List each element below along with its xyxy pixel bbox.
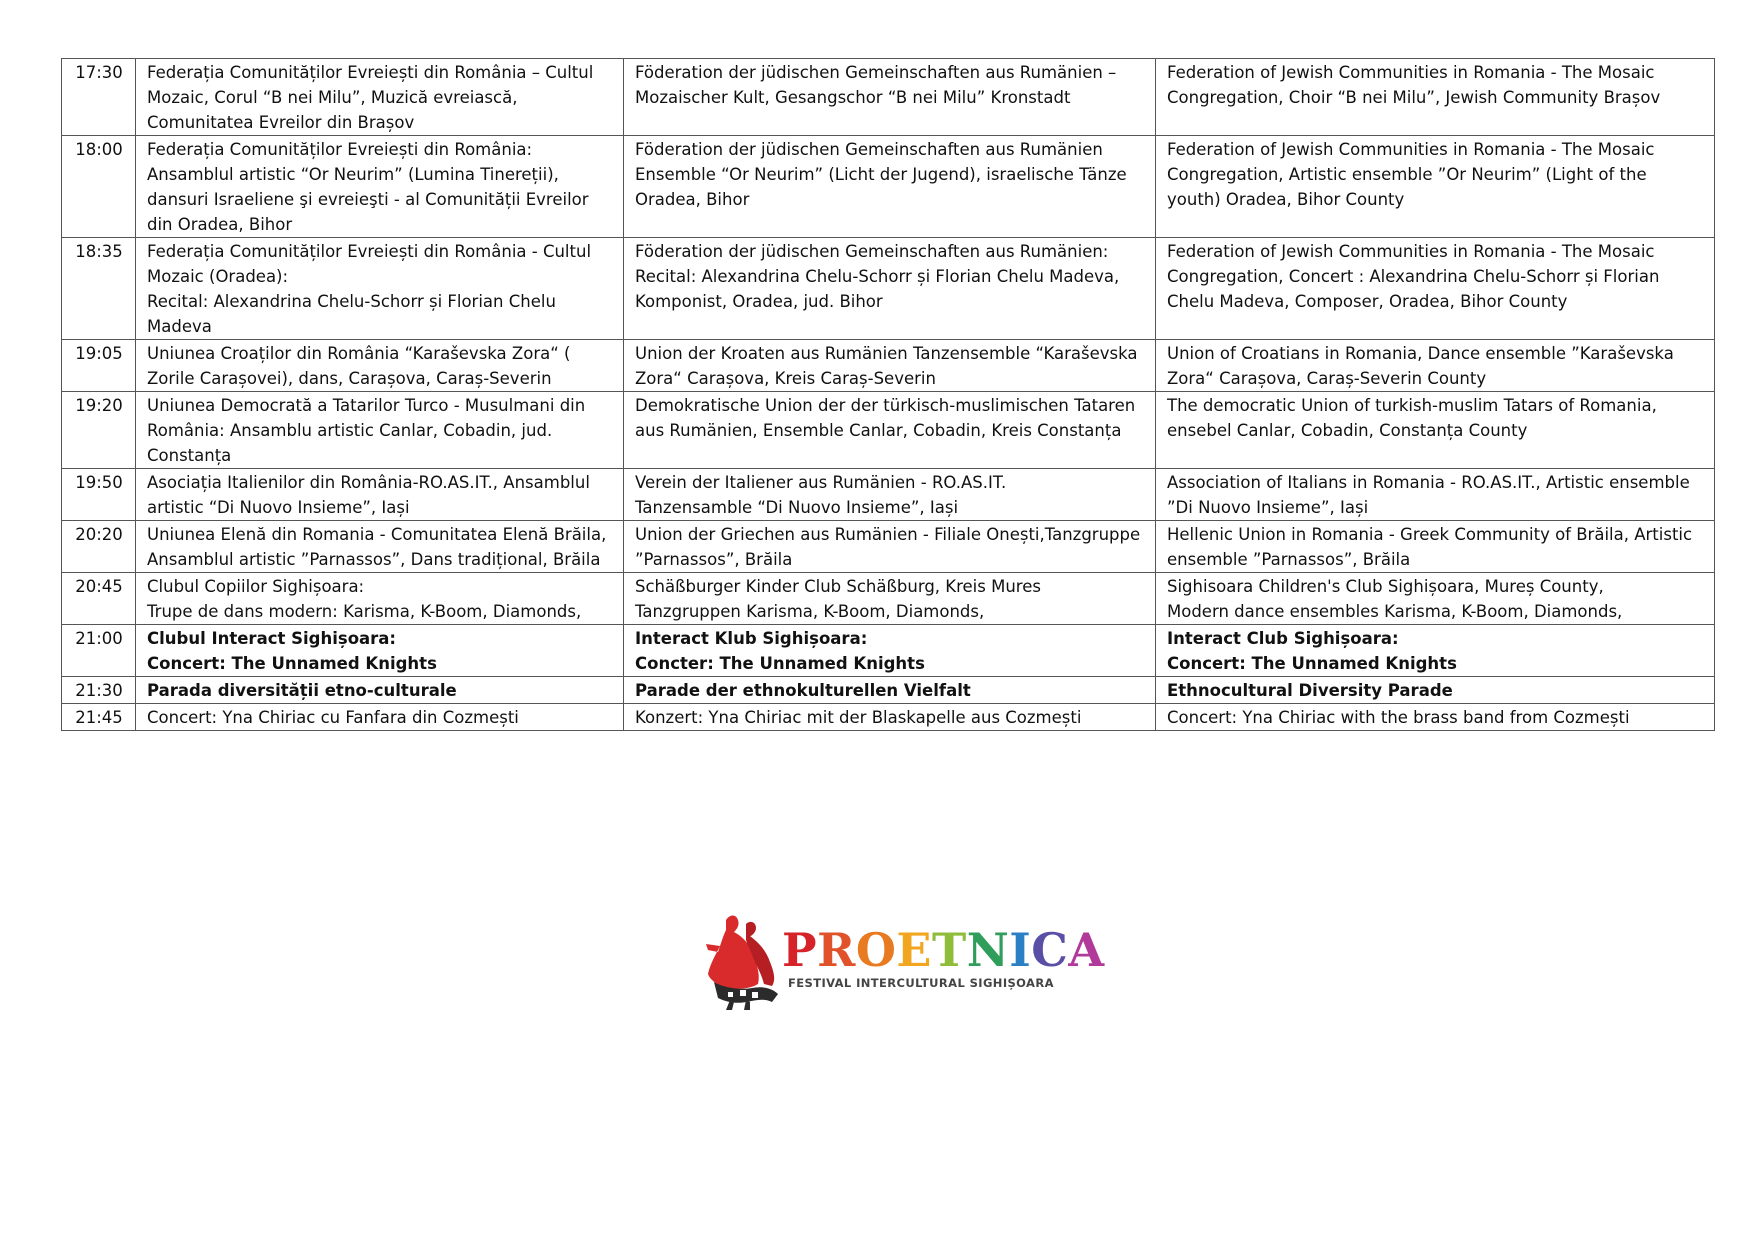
description-en-cell: [1156, 625, 1715, 677]
description-line: Clubul Copiilor Sighișoara:: [147, 577, 365, 596]
schedule-row: [62, 238, 1715, 340]
logo-letter: T: [931, 923, 967, 977]
description-de-cell: [624, 625, 1156, 677]
description-line: Modern dance ensembles Karisma, K-Boom, Diamonds,: [1167, 602, 1623, 621]
description-line: Union der Kroaten aus Rumänien Tanzensemble “Karaševska Zora“ Carașova, Kreis Caraș-Severin: [635, 344, 1138, 388]
logo-letter: O: [855, 923, 897, 977]
description-line: Federation of Jewish Communities in Romania - The Mosaic Congregation, Artistic ensemble ”Or Neurim” (Light of the youth) Oradea, Bihor County: [1167, 140, 1655, 209]
logo-letter: P: [782, 923, 818, 977]
description-line: Tanzensamble “Di Nuovo Insieme”, Iași: [635, 498, 959, 517]
schedule-row: [62, 59, 1715, 136]
description-en-cell: [1156, 469, 1715, 521]
description-ro-cell: [136, 340, 624, 392]
description-line: Parade der ethnokulturellen Vielfalt: [635, 681, 971, 700]
description-en-cell: [1156, 704, 1715, 731]
description-line: Konzert: Yna Chiriac mit der Blaskapelle aus Cozmești: [635, 708, 1082, 727]
description-ro-cell: [136, 677, 624, 704]
description-line: Concert: Yna Chiriac with the brass band from Cozmești: [1167, 708, 1630, 727]
description-ro-cell: [136, 59, 624, 136]
description-line: Concert: The Unnamed Knights: [1167, 654, 1457, 673]
logo-letter: C: [1031, 923, 1069, 977]
time-cell: 18:00: [62, 136, 136, 238]
description-line: Recital: Alexandrina Chelu-Schorr și Florian Chelu Madeva: [147, 292, 556, 336]
description-de-cell: [624, 59, 1156, 136]
description-line: Federația Comunităților Evreiești din România: Ansamblul artistic “Or Neurim” (Lumina Tinereții), dansuri Israeliene şi evreieşti - al Comunității Evreilor din Oradea, Bihor: [147, 140, 589, 234]
description-de-cell: [624, 340, 1156, 392]
time-cell: 17:30: [62, 59, 136, 136]
description-line: Interact Klub Sighișoara:: [635, 629, 868, 648]
description-line: Asociația Italienilor din România-RO.AS.IT., Ansamblul artistic “Di Nuovo Insieme”, Iași: [147, 473, 590, 517]
description-ro-cell: [136, 521, 624, 573]
description-ro-cell: [136, 392, 624, 469]
description-line: Hellenic Union in Romania - Greek Community of Brăila, Artistic ensemble ”Parnassos”, Brăila: [1167, 525, 1693, 569]
description-ro-cell: [136, 704, 624, 731]
description-line: Sighisoara Children's Club Sighișoara, Mureș County,: [1167, 577, 1604, 596]
description-line: Union der Griechen aus Rumänien - Filiale Onești,Tanzgruppe ”Parnassos”, Brăila: [635, 525, 1141, 569]
description-line: Uniunea Croaților din România “Karaševska Zora“ ( Zorile Carașovei), dans, Carașova, Caraș-Severin: [147, 344, 571, 388]
description-line: The democratic Union of turkish-muslim Tatars of Romania, ensebel Canlar, Cobadin, Constanța County: [1167, 396, 1657, 440]
description-ro-cell: [136, 573, 624, 625]
description-line: Federația Comunităților Evreiești din România - Cultul Mozaic (Oradea):: [147, 242, 592, 286]
dancers-silhouette-icon: [700, 910, 784, 1010]
description-de-cell: [624, 704, 1156, 731]
logo-letter: R: [817, 923, 856, 977]
description-line: Association of Italians in Romania - RO.AS.IT., Artistic ensemble ”Di Nuovo Insieme”, Iași: [1167, 473, 1690, 517]
description-de-cell: [624, 521, 1156, 573]
description-en-cell: [1156, 340, 1715, 392]
description-line: Federation of Jewish Communities in Romania - The Mosaic Congregation, Choir “B nei Milu”, Jewish Community Brașov: [1167, 63, 1661, 107]
schedule-row: [62, 392, 1715, 469]
description-line: Federația Comunităților Evreiești din România – Cultul Mozaic, Corul “B nei Milu”, Muzică evreiască, Comunitatea Evreilor din Brașov: [147, 63, 594, 132]
proetnica-logo: [700, 910, 1105, 1010]
schedule-row: [62, 136, 1715, 238]
description-line: Föderation der jüdischen Gemeinschaften aus Rumänien: Recital: Alexandrina Chelu-Schorr și Florian Chelu Madeva, Komponist, Oradea, jud. Bihor: [635, 242, 1120, 311]
logo-letter: N: [966, 923, 1010, 977]
description-line: Trupe de dans modern: Karisma, K-Boom, Diamonds,: [147, 602, 582, 621]
schedule-body: [62, 59, 1715, 731]
description-ro-cell: [136, 136, 624, 238]
description-de-cell: [624, 136, 1156, 238]
description-line: Uniunea Elenă din Romania - Comunitatea Elenă Brăila, Ansamblul artistic ”Parnassos”, Dans tradițional, Brăila: [147, 525, 607, 569]
description-ro-cell: [136, 625, 624, 677]
time-cell: 19:05: [62, 340, 136, 392]
logo-wordmark: [782, 923, 1105, 977]
description-line: Interact Club Sighișoara:: [1167, 629, 1399, 648]
description-de-cell: [624, 392, 1156, 469]
description-line: Tanzgruppen Karisma, K-Boom, Diamonds,: [635, 602, 985, 621]
description-line: Concert: Yna Chiriac cu Fanfara din Cozmești: [147, 708, 519, 727]
description-line: Ethnocultural Diversity Parade: [1167, 681, 1453, 700]
description-line: Verein der Italiener aus Rumänien - RO.AS.IT.: [635, 473, 1007, 492]
schedule-row: [62, 704, 1715, 731]
logo-letter: A: [1068, 923, 1105, 977]
description-en-cell: [1156, 238, 1715, 340]
description-line: Föderation der jüdischen Gemeinschaften aus Rumänien – Mozaischer Kult, Gesangschor “B nei Milu” Kronstadt: [635, 63, 1117, 107]
description-en-cell: [1156, 392, 1715, 469]
schedule-row: [62, 469, 1715, 521]
description-line: Schäßburger Kinder Club Schäßburg, Kreis Mures: [635, 577, 1041, 596]
description-en-cell: [1156, 521, 1715, 573]
description-line: Federation of Jewish Communities in Romania - The Mosaic Congregation, Concert : Alexandrina Chelu-Schorr și Florian Chelu Madeva, Composer, Oradea, Bihor County: [1167, 242, 1660, 311]
logo-letter: I: [1009, 923, 1032, 977]
description-line: Uniunea Democrată a Tatarilor Turco - Musulmani din România: Ansamblu artistic Canlar, Cobadin, jud. Constanța: [147, 396, 586, 465]
description-line: Concter: The Unnamed Knights: [635, 654, 925, 673]
logo-subtitle: FESTIVAL INTERCULTURAL SIGHIȘOARA: [788, 976, 1054, 990]
time-cell: 21:00: [62, 625, 136, 677]
schedule-table: [61, 58, 1715, 731]
description-en-cell: [1156, 136, 1715, 238]
time-cell: 21:30: [62, 677, 136, 704]
time-cell: 19:50: [62, 469, 136, 521]
description-ro-cell: [136, 469, 624, 521]
time-cell: 21:45: [62, 704, 136, 731]
description-de-cell: [624, 238, 1156, 340]
description-ro-cell: [136, 238, 624, 340]
time-cell: 20:20: [62, 521, 136, 573]
time-cell: 18:35: [62, 238, 136, 340]
description-de-cell: [624, 573, 1156, 625]
description-en-cell: [1156, 59, 1715, 136]
description-line: Föderation der jüdischen Gemeinschaften aus Rumänien Ensemble “Or Neurim” (Licht der Jugend), israelische Tänze Oradea, Bihor: [635, 140, 1127, 209]
schedule-row: [62, 521, 1715, 573]
description-en-cell: [1156, 677, 1715, 704]
time-cell: 20:45: [62, 573, 136, 625]
schedule-row: [62, 677, 1715, 704]
description-en-cell: [1156, 573, 1715, 625]
description-de-cell: [624, 469, 1156, 521]
schedule-row: [62, 340, 1715, 392]
description-line: Union of Croatians in Romania, Dance ensemble ”Karaševska Zora“ Carașova, Caraș-Severin County: [1167, 344, 1674, 388]
description-line: Concert: The Unnamed Knights: [147, 654, 437, 673]
description-de-cell: [624, 677, 1156, 704]
schedule-row: [62, 573, 1715, 625]
description-line: Parada diversității etno-culturale: [147, 681, 457, 700]
description-line: Demokratische Union der der türkisch-muslimischen Tataren aus Rumänien, Ensemble Canlar, Cobadin, Kreis Constanța: [635, 396, 1136, 440]
schedule-row: [62, 625, 1715, 677]
logo-letter: E: [896, 923, 932, 977]
description-line: Clubul Interact Sighișoara:: [147, 629, 397, 648]
time-cell: 19:20: [62, 392, 136, 469]
